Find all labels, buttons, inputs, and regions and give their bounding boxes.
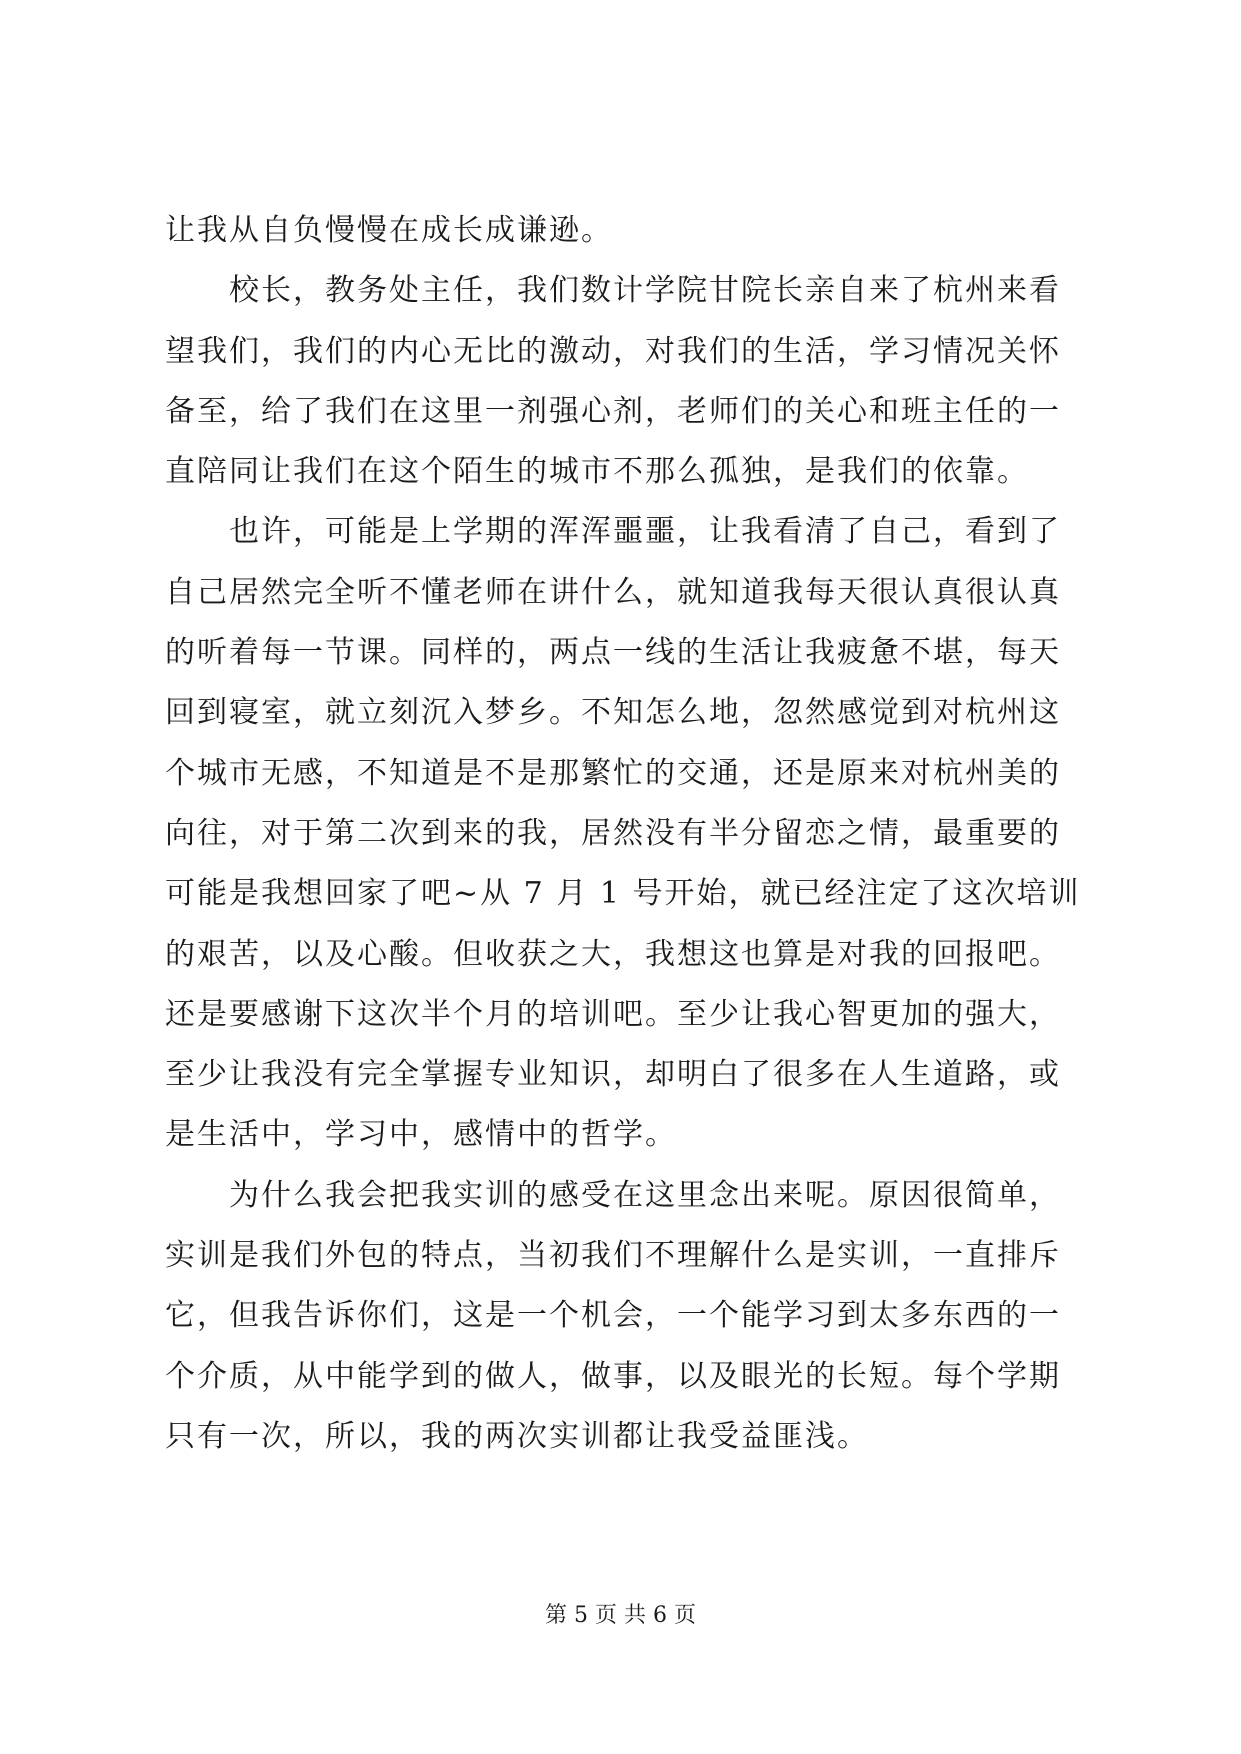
text-line: 至少让我没有完全掌握专业知识，却明白了很多在人生道路，或 [165,1057,1061,1093]
text-line: 只有一次，所以，我的两次实训都让我受益匪浅。 [165,1418,869,1454]
text-line: 个城市无感，不知道是不是那繁忙的交通，还是原来对杭州美的 [165,755,1061,791]
text-line: 回到寝室，就立刻沉入梦乡。不知怎么地，忽然感觉到对杭州这 [165,695,1061,731]
text-line: 的艰苦，以及心酸。但收获之大，我想这也算是对我的回报吧。 [165,936,1061,972]
text-line: 是生活中，学习中，感情中的哲学。 [165,1117,677,1153]
text-line: 望我们，我们的内心无比的激动，对我们的生活，学习情况关怀 [165,333,1061,369]
text-line: 校长，教务处主任，我们数计学院甘院长亲自来了杭州来看 [229,273,1061,309]
text-line: 还是要感谢下这次半个月的培训吧。至少让我心智更加的强大， [165,996,1061,1032]
document-body [165,201,1085,1467]
text-line: 实训是我们外包的特点，当初我们不理解什么是实训，一直排斥 [165,1238,1061,1274]
text-line: 向往，对于第二次到来的我，居然没有半分留恋之情，最重要的 [165,815,1061,851]
text-line: 让我从自负慢慢在成长成谦逊。 [165,213,613,248]
text-line: 个介质，从中能学到的做人，做事，以及眼光的长短。每个学期 [165,1358,1061,1394]
text-line: 可能是我想回家了吧~从 7 月 1 号开始，就已经注定了这次培训 [165,876,1081,912]
text-line: 的听着每一节课。同样的，两点一线的生活让我疲惫不堪，每天 [165,635,1061,671]
text-line: 也许，可能是上学期的浑浑噩噩，让我看清了自己，看到了 [229,514,1061,550]
text-line: 自己居然完全听不懂老师在讲什么，就知道我每天很认真很认真 [165,574,1061,610]
text-line: 它，但我告诉你们，这是一个机会，一个能学习到太多东西的一 [165,1298,1061,1334]
page-number-footer: 第 5 页 共 6 页 [545,1603,696,1628]
text-line: 直陪同让我们在这个陌生的城市不那么孤独，是我们的依靠。 [165,454,1029,490]
text-line: 备至，给了我们在这里一剂强心剂，老师们的关心和班主任的一 [165,393,1061,429]
text-line: 为什么我会把我实训的感受在这里念出来呢。原因很简单， [229,1177,1061,1213]
